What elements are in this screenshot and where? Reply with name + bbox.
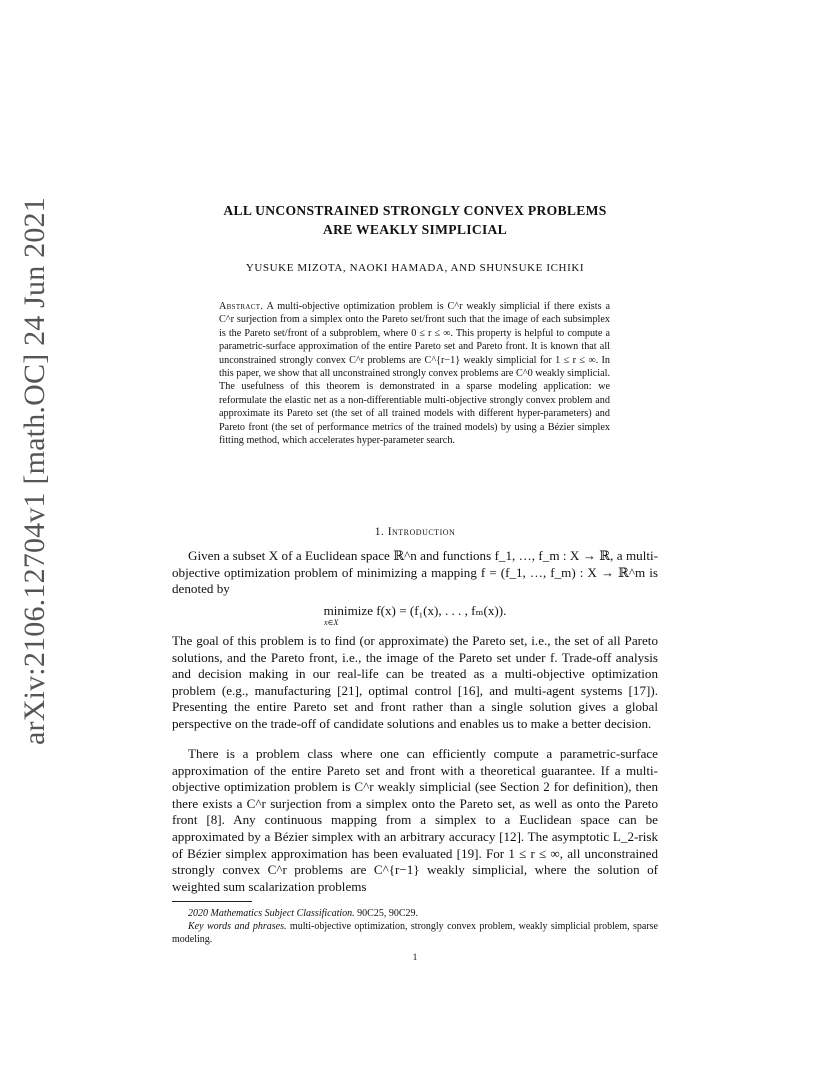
footnote-msc-value: 90C25, 90C29. xyxy=(357,908,418,919)
footnote-rule xyxy=(172,901,252,902)
title-line-2: ARE WEAKLY SIMPLICIAL xyxy=(322,222,508,237)
equation-subscript: x∈X xyxy=(324,618,339,627)
arxiv-stamp: arXiv:2106.12704v1 [math.OC] 24 Jun 2021 xyxy=(18,197,51,745)
page-number: 1 xyxy=(412,953,418,963)
author-list: YUSUKE MIZOTA, NAOKI HAMADA, AND SHUNSUKE ICHIKI xyxy=(245,262,585,274)
intro-paragraph-3: There is a problem class where one can efficiently compute a parametric-surface approximation of the entire Pareto set and front with a theoretical guarantee. If a multi-objective optimization problem is C^r weakly simplicial (see Section 2 for definition), then there exists a C^r surjection from a simplex onto the Pareto set, as well as onto the Pareto front [8]. Any continuous mapping from a simplex to a Euclidean space can be approximated by a Bézier simplex with an arbitrary accuracy [12]. The asymptotic L_2-risk of Bézier simplex approximation has been evaluated [19]. For 1 ≤ r ≤ ∞, all unconstrained strongly convex C^r problems are C^{r−1} weakly simplicial, where the solution of weighted sum scalarization problems xyxy=(172,746,658,894)
title-line-1: ALL UNCONSTRAINED STRONGLY CONVEX PROBLEMS xyxy=(223,203,607,218)
abstract xyxy=(219,300,610,447)
equation-main: minimize f(x) = (f₁(x), . . . , fₘ(x)). xyxy=(323,603,507,618)
abstract-heading: Abstract. xyxy=(219,301,264,312)
footnote-msc xyxy=(172,907,658,920)
footnote-keywords-label: Key words and phrases. xyxy=(188,921,287,933)
intro-paragraph-1: Given a subset X of a Euclidean space ℝ^n and functions f_1, …, f_m : X → ℝ, a multi-objective optimization problem of minimizing a mapping f = (f_1, …, f_m) : X → ℝ^m is denoted by xyxy=(172,548,658,597)
footnote-keywords xyxy=(172,920,658,946)
display-equation xyxy=(172,603,658,627)
intro-paragraph-2: The goal of this problem is to find (or approximate) the Pareto set, i.e., the set of all Pareto solutions, and the Pareto front, i.e., the image of the Pareto set under f. Trade-off analysis and decision making in our real-life can be treated as a multi-objective optimization problem (e.g., manufacturing [21], optimal control [16], and multi-agent systems [17]). Presenting the entire Pareto set and front rather than a single solution gives a global perspective on the trade-off of candidate solutions and enables us to make a better decision. xyxy=(172,633,658,731)
paper-title xyxy=(172,201,658,239)
section-heading: 1. Introduction xyxy=(374,526,456,538)
footnote-keywords-value: multi-objective optimization, strongly convex problem, weakly simplicial problem, sparse modeling. xyxy=(172,921,658,946)
footnotes xyxy=(172,907,658,947)
abstract-text: A multi-objective optimization problem is C^r weakly simplicial if there exists a C^r surjection from a simplex onto the Pareto set/front such that the image of each subsimplex is the Pareto set/front of a subproblem, where 0 ≤ r ≤ ∞. This property is helpful to compute a parametric-surface approximation of the entire Pareto set and Pareto front. It is known that all unconstrained strongly convex C^r problems are C^{r−1} weakly simplicial for 1 ≤ r ≤ ∞. In this paper, we show that all unconstrained strongly convex problems are C^0 weakly simplicial. The usefulness of this theorem is demonstrated in a sparse modeling application: we reformulate the elastic net as a non-differentiable multi-objective strongly convex problem and approximate its Pareto set (the set of all trained models with different hyper-parameters) and Pareto front (the set of performance metrics of the trained models) by using a Bézier simplex fitting method, which accelerates hyper-parameter search. xyxy=(219,301,611,447)
footnote-msc-label: 2020 Mathematics Subject Classification. xyxy=(188,908,355,919)
